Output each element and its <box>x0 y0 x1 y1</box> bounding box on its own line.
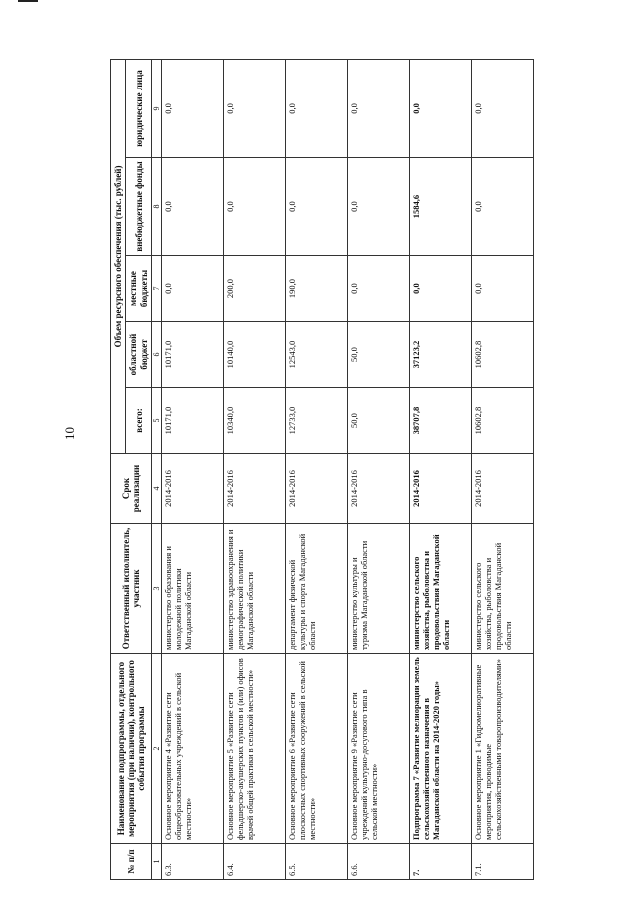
cell-regional: 12543,0 <box>286 322 348 388</box>
table-row <box>162 59 224 879</box>
cell-offbudget: 0,0 <box>348 158 410 256</box>
column-number: 4 <box>152 454 162 524</box>
cell-period: 2014-2016 <box>348 454 410 524</box>
cell-executor: министерство сельского хозяйства, рыболовства и продовольствия Магаданской области <box>472 524 534 654</box>
cell-offbudget: 0,0 <box>162 158 224 256</box>
cell-num: 6.4. <box>224 844 286 880</box>
header-name: Наименование подпрограммы, отдельного мероприятия (при наличии), контрольного события программы <box>111 654 152 844</box>
cell-local: 0,0 <box>162 256 224 322</box>
cell-legal: 0,0 <box>472 59 534 157</box>
column-number: 5 <box>152 388 162 454</box>
resource-table <box>110 59 534 880</box>
page-number: 10 <box>62 427 77 440</box>
cell-name: Основное мероприятие 5 «Развитие сети фельдшерско-акушерских пунктов и (или) офисов врачей общей практики в сельской местности» <box>224 654 286 844</box>
cell-total: 50,0 <box>348 388 410 454</box>
table-row <box>348 59 410 879</box>
cell-offbudget: 0,0 <box>224 158 286 256</box>
column-number: 9 <box>152 59 162 157</box>
table-row <box>286 59 348 879</box>
cell-regional: 50,0 <box>348 322 410 388</box>
cell-executor: министерство культуры и туризма Магаданской области <box>348 524 410 654</box>
cell-period: 2014-2016 <box>162 454 224 524</box>
column-number: 8 <box>152 158 162 256</box>
cell-num: 6.3. <box>162 844 224 880</box>
cell-name: Основное мероприятие 4 «Развитие сети общеобразовательных учреждений в сельской местности» <box>162 654 224 844</box>
cell-offbudget: 0,0 <box>286 158 348 256</box>
header-offbudget: внебюджетные фонды <box>126 158 152 256</box>
cell-legal: 0,0 <box>162 59 224 157</box>
header-legal: юридические лица <box>126 59 152 157</box>
header-period: Срок реализации <box>111 454 152 524</box>
header-executor: Ответственный исполнитель, участник <box>111 524 152 654</box>
cell-executor: министерство сельского хозяйства, рыболовства и продовольствия Магаданской области <box>410 524 472 654</box>
cell-regional: 10171,0 <box>162 322 224 388</box>
table-row <box>224 59 286 879</box>
cell-total: 38707,8 <box>410 388 472 454</box>
header-num: № п/п <box>111 844 152 880</box>
header-regional: областной бюджет <box>126 322 152 388</box>
rotated-table-wrapper <box>110 60 534 880</box>
cell-legal: 0,0 <box>410 59 472 157</box>
header-total: всего: <box>126 388 152 454</box>
header-resource-group: Объем ресурсного обеспечения (тыс. рублей) <box>111 59 126 453</box>
cell-executor: департамент физической культуры и спорта Магаданской области <box>286 524 348 654</box>
cell-local: 200,0 <box>224 256 286 322</box>
column-number: 6 <box>152 322 162 388</box>
header-row-1 <box>111 59 126 879</box>
cell-local: 0,0 <box>472 256 534 322</box>
cell-total: 10602,8 <box>472 388 534 454</box>
cell-period: 2014-2016 <box>286 454 348 524</box>
cell-executor: министерство образования и молодежной политики Магаданской области <box>162 524 224 654</box>
table-row-subprogram <box>410 59 472 879</box>
column-number: 2 <box>152 654 162 844</box>
header-local: местные бюджеты <box>126 256 152 322</box>
cell-num: 6.5. <box>286 844 348 880</box>
cell-num: 6.6. <box>348 844 410 880</box>
cell-num: 7.1. <box>472 844 534 880</box>
column-number: 1 <box>152 844 162 880</box>
cell-executor: министерство здравоохранения и демографической политики Магаданской области <box>224 524 286 654</box>
cell-local: 0,0 <box>348 256 410 322</box>
cell-period: 2014-2016 <box>224 454 286 524</box>
cell-num: 7. <box>410 844 472 880</box>
column-number: 3 <box>152 524 162 654</box>
column-number: 7 <box>152 256 162 322</box>
cell-regional: 10140,0 <box>224 322 286 388</box>
cell-period: 2014-2016 <box>410 454 472 524</box>
cell-name: Подпрограмма 7 «Развитие мелиорации земель сельскохозяйственного назначения в Магаданской области на 2014-2020 годы» <box>410 654 472 844</box>
cell-legal: 0,0 <box>348 59 410 157</box>
column-number-row <box>152 59 162 879</box>
scan-edge-mark <box>18 0 38 2</box>
cell-offbudget: 0,0 <box>472 158 534 256</box>
cell-regional: 37123,2 <box>410 322 472 388</box>
cell-offbudget: 1584,6 <box>410 158 472 256</box>
table-row <box>472 59 534 879</box>
cell-legal: 0,0 <box>286 59 348 157</box>
cell-name: Основное мероприятие 6 «Развитие сети плоскостных спортивных сооружений в сельской местности» <box>286 654 348 844</box>
cell-legal: 0,0 <box>224 59 286 157</box>
cell-local: 190,0 <box>286 256 348 322</box>
cell-period: 2014-2016 <box>472 454 534 524</box>
cell-total: 10340,0 <box>224 388 286 454</box>
cell-total: 10171,0 <box>162 388 224 454</box>
cell-total: 12733,0 <box>286 388 348 454</box>
cell-name: Основное мероприятие 9 «Развитие сети учреждений культурно-досугового типа в сельской местности» <box>348 654 410 844</box>
cell-regional: 10602,8 <box>472 322 534 388</box>
cell-local: 0,0 <box>410 256 472 322</box>
cell-name: Основное мероприятие 1 «Гидромелиоративные мероприятия, проводимые сельскохозяйственными товаропроизводителями» <box>472 654 534 844</box>
